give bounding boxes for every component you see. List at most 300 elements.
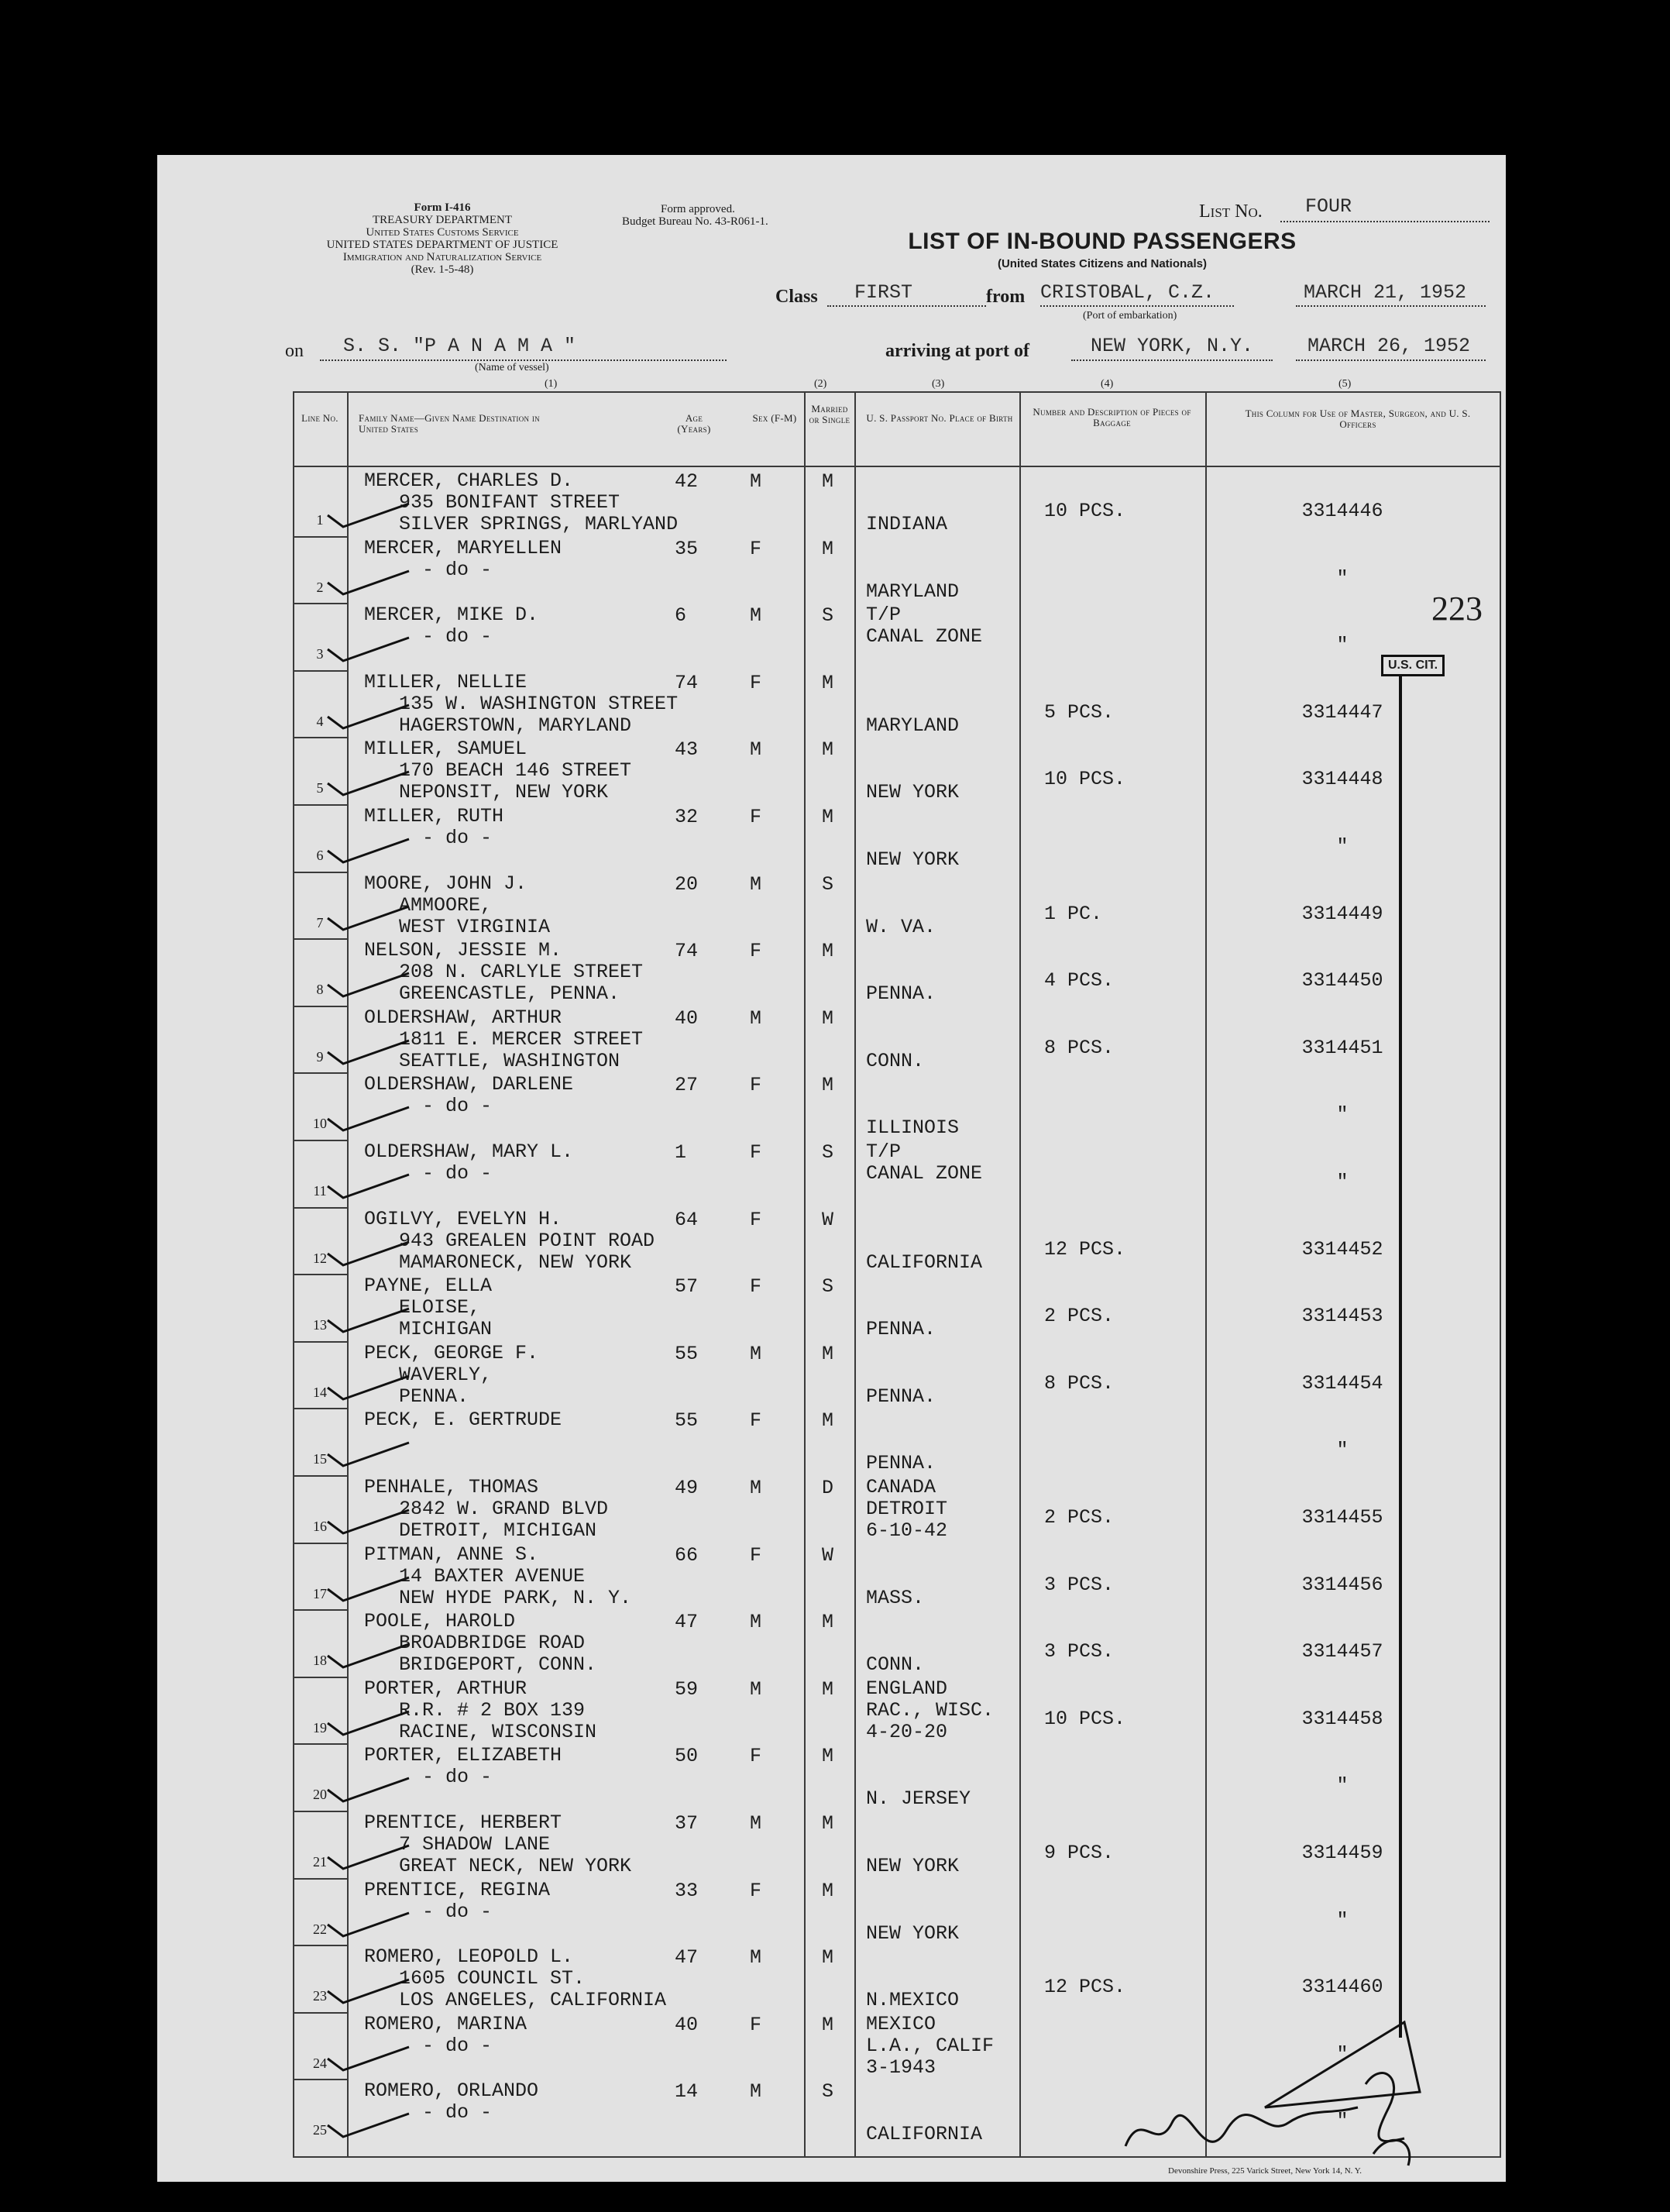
marital-status: W	[822, 1208, 834, 1231]
passenger-age: 32	[675, 806, 699, 828]
passenger-sex: M	[750, 470, 762, 493]
baggage-count: 4 PCS.	[1044, 969, 1115, 992]
col-name: Family Name—Given Name Destination in United States	[359, 412, 540, 435]
from-value: CRISTOBAL, C.Z.	[1040, 281, 1215, 304]
officer-number: 3314458	[1301, 1707, 1383, 1730]
place-of-birth: NEW YORK	[866, 848, 960, 871]
passenger-sex: M	[750, 1812, 762, 1835]
passenger-sex: F	[750, 537, 762, 560]
tick-mark	[324, 618, 417, 665]
tick-mark	[324, 1088, 417, 1134]
manifest-sheet	[157, 155, 1506, 2182]
passenger-name: PRENTICE, HERBERT 7 SHADOW LANE GREAT NECK, NEW YORK	[364, 1811, 632, 1877]
line-no-rule	[293, 1543, 347, 1544]
place-of-birth: ILLINOIS	[866, 1116, 960, 1140]
place-of-birth: PENNA.	[866, 1452, 936, 1475]
baggage-count: 3 PCS.	[1044, 1640, 1115, 1663]
tick-mark	[324, 1960, 417, 2007]
line-no-rule	[293, 1207, 347, 1209]
col-officers: This Column for Use of Master, Surgeon, and U. S. Officers	[1245, 408, 1471, 430]
line-number: 10	[313, 1116, 327, 1132]
marital-status: S	[822, 1275, 834, 1299]
line-no-rule	[293, 536, 347, 538]
col-number: (4)	[1101, 378, 1114, 390]
table-row	[293, 1140, 1501, 1206]
officer-number: "	[1336, 2042, 1349, 2066]
officer-number: "	[1336, 1908, 1349, 1932]
officer-number: 3314448	[1301, 768, 1383, 791]
baggage-count: 8 PCS.	[1044, 1371, 1115, 1395]
underline	[1071, 359, 1273, 361]
col-number: (2)	[814, 378, 827, 390]
line-no-rule	[293, 670, 347, 672]
marital-status: M	[822, 738, 834, 762]
officer-number: 3314456	[1301, 1573, 1383, 1596]
col-number: (3)	[932, 378, 945, 390]
vessel-name: S. S. "P A N A M A "	[343, 335, 576, 357]
passenger-sex: M	[750, 1342, 762, 1365]
line-no-rule	[293, 1475, 347, 1477]
place-of-birth: MEXICO L.A., CALIF 3-1943	[866, 2012, 995, 2079]
table-row	[293, 536, 1501, 603]
marital-status: M	[822, 806, 834, 828]
passenger-sex: M	[750, 1006, 762, 1030]
line-number: 8	[316, 982, 324, 998]
passenger-age: 66	[675, 1543, 699, 1567]
passenger-name: PAYNE, ELLA ELOISE, MICHIGAN	[364, 1275, 493, 1341]
officer-number: 3314451	[1301, 1036, 1383, 1059]
marital-status: M	[822, 1946, 834, 1969]
passenger-name: OGILVY, EVELYN H. 943 GREALEN POINT ROAD MAMARONECK, NEW YORK	[364, 1207, 655, 1274]
tick-mark	[324, 1155, 417, 1202]
underline	[1280, 221, 1490, 222]
passenger-age: 1	[675, 1141, 687, 1164]
place-of-birth: NEW YORK	[866, 781, 960, 804]
tick-mark	[324, 552, 417, 598]
line-number: 19	[313, 1719, 327, 1736]
passenger-sex: M	[750, 2080, 762, 2104]
tick-mark	[324, 2094, 417, 2141]
officer-number: 3314449	[1301, 902, 1383, 925]
baggage-count: 10 PCS.	[1044, 768, 1126, 791]
tick-mark	[324, 1894, 417, 1940]
passenger-age: 40	[675, 2013, 699, 2036]
passenger-sex: M	[750, 1477, 762, 1499]
marital-status: M	[822, 1812, 834, 1835]
marital-status: M	[822, 1677, 834, 1701]
passenger-sex: F	[750, 1879, 762, 1902]
passenger-name: MILLER, RUTH - do -	[364, 805, 504, 849]
table-row	[293, 1207, 1501, 1274]
table-row	[293, 1006, 1501, 1072]
col-number: (5)	[1338, 378, 1352, 390]
table-row	[293, 670, 1501, 737]
baggage-count: 2 PCS.	[1044, 1305, 1115, 1328]
passenger-sex: M	[750, 738, 762, 762]
table-row	[293, 469, 1501, 535]
marital-status: D	[822, 1477, 834, 1499]
place-of-birth: PENNA.	[866, 1318, 936, 1341]
passenger-name: PECK, GEORGE F. WAVERLY, PENNA.	[364, 1341, 539, 1408]
bracket-line	[1389, 674, 1412, 2038]
table-row	[293, 1609, 1501, 1676]
revision: (Rev. 1-5-48)	[411, 263, 474, 276]
passenger-name: ROMERO, LEOPOLD L. 1605 COUNCIL ST. LOS ANGELES, CALIFORNIA	[364, 1945, 667, 2012]
tick-mark	[324, 686, 417, 732]
officer-number: "	[1336, 566, 1349, 590]
line-no-rule	[293, 938, 347, 940]
line-number: 12	[313, 1250, 327, 1266]
col-age: Age (Years)	[677, 412, 711, 435]
baggage-count: 3 PCS.	[1044, 1573, 1115, 1596]
table-row	[293, 1274, 1501, 1340]
officer-number: "	[1336, 835, 1349, 858]
tick-mark	[324, 1491, 417, 1537]
passenger-age: 6	[675, 604, 687, 628]
passenger-sex: F	[750, 1745, 762, 1768]
passenger-age: 37	[675, 1812, 699, 1835]
port-caption: (Port of embarkation)	[1083, 310, 1177, 322]
passenger-age: 14	[675, 2080, 699, 2104]
budget-block	[622, 203, 769, 228]
officer-number: 3314459	[1301, 1842, 1383, 1864]
officer-number: "	[1336, 1439, 1349, 1462]
passenger-name: PORTER, ARTHUR R.R. # 2 BOX 139 RACINE, WISCONSIN	[364, 1677, 597, 1743]
table-row	[293, 872, 1501, 938]
col-baggage: Number and Description of Pieces of Baggage	[1033, 406, 1191, 428]
underline	[1040, 305, 1234, 307]
place-of-birth: T/P CANAL ZONE	[866, 604, 983, 648]
place-of-birth: MASS.	[866, 1586, 925, 1609]
passenger-name: MOORE, JOHN J. AMMOORE, WEST VIRGINIA	[364, 872, 551, 938]
marital-status: M	[822, 2013, 834, 2036]
line-no-rule	[293, 1945, 347, 1946]
tick-mark	[324, 1021, 417, 1068]
officer-number: "	[1336, 1774, 1349, 1797]
table-row	[293, 1543, 1501, 1609]
passenger-age: 47	[675, 1946, 699, 1969]
passenger-name: MILLER, SAMUEL 170 BEACH 146 STREET NEPONSIT, NEW YORK	[364, 738, 632, 804]
passenger-sex: M	[750, 604, 762, 628]
passenger-age: 59	[675, 1677, 699, 1701]
line-number: 22	[313, 1921, 327, 1937]
line-number: 9	[316, 1048, 324, 1065]
place-of-birth: CONN.	[866, 1653, 925, 1677]
date-from: MARCH 21, 1952	[1304, 281, 1467, 304]
col-sex: Sex (F-M)	[752, 412, 797, 424]
line-no-rule	[293, 603, 347, 604]
place-of-birth: MARYLAND	[866, 580, 960, 603]
line-no-rule	[293, 1274, 347, 1275]
line-no-rule	[293, 1811, 347, 1812]
officer-number: 3314453	[1301, 1305, 1383, 1328]
line-no-rule	[293, 1609, 347, 1611]
place-of-birth: T/P CANAL ZONE	[866, 1140, 983, 1185]
marital-status: M	[822, 940, 834, 963]
document-title: LIST OF IN-BOUND PASSENGERS	[908, 229, 1297, 254]
line-number: 14	[313, 1384, 327, 1400]
class-value: FIRST	[854, 281, 913, 304]
officer-number: 3314446	[1301, 500, 1383, 522]
passenger-age: 47	[675, 1611, 699, 1634]
tick-mark	[324, 1692, 417, 1739]
passenger-sex: F	[750, 806, 762, 828]
line-no-rule	[293, 1408, 347, 1409]
baggage-count: 8 PCS.	[1044, 1036, 1115, 1059]
passenger-name: POOLE, HAROLD BROADBRIDGE ROAD BRIDGEPORT, CONN.	[364, 1610, 597, 1677]
tick-mark	[324, 1759, 417, 1805]
line-number: 18	[313, 1653, 327, 1669]
officer-number: 3314452	[1301, 1237, 1383, 1261]
officer-number: 3314455	[1301, 1506, 1383, 1529]
place-of-birth: N.MEXICO	[866, 1989, 960, 2012]
line-number: 11	[313, 1183, 327, 1199]
class-label: Class	[775, 287, 818, 307]
place-of-birth: CANADA DETROIT 6-10-42	[866, 1476, 948, 1542]
passenger-name: ROMERO, ORLANDO - do -	[364, 2080, 539, 2124]
line-number: 16	[313, 1519, 327, 1534]
passenger-name: PRENTICE, REGINA - do -	[364, 1878, 551, 1923]
line-number: 21	[313, 1854, 327, 1870]
form-approved: Form approved.	[661, 203, 735, 215]
line-number: 1	[316, 512, 324, 528]
passenger-name: PECK, E. GERTRUDE	[364, 1409, 562, 1432]
baggage-count: 10 PCS.	[1044, 1707, 1126, 1730]
passenger-sex: F	[750, 940, 762, 963]
place-of-birth: CALIFORNIA	[866, 2123, 983, 2146]
passenger-name: MERCER, CHARLES D. 935 BONIFANT STREET SILVER SPRINGS, MARLYAND	[364, 470, 679, 535]
officer-number: 3314450	[1301, 969, 1383, 992]
table-row	[293, 1072, 1501, 1139]
line-no-rule	[293, 1140, 347, 1141]
passenger-name: PENHALE, THOMAS 2842 W. GRAND BLVD DETROIT, MICHIGAN	[364, 1476, 609, 1542]
table-row	[293, 1677, 1501, 1743]
officer-number: 3314457	[1301, 1640, 1383, 1663]
arriving-label: arriving at port of	[885, 341, 1029, 361]
passenger-age: 57	[675, 1275, 699, 1299]
from-label: from	[986, 287, 1026, 307]
line-number: 2	[316, 579, 324, 595]
vessel-caption: (Name of vessel)	[475, 362, 549, 373]
officer-number: "	[1336, 1171, 1349, 1193]
officer-number: 3314454	[1301, 1371, 1383, 1395]
passenger-sex: M	[750, 1611, 762, 1634]
passenger-name: PITMAN, ANNE S. 14 BAXTER AVENUE NEW HYDE PARK, N. Y.	[364, 1543, 632, 1609]
budget-bureau: Budget Bureau No. 43-R061-1.	[622, 215, 768, 228]
tick-mark	[324, 1826, 417, 1873]
baggage-count: 9 PCS.	[1044, 1842, 1115, 1864]
baggage-count: 10 PCS.	[1044, 500, 1126, 522]
marital-status: M	[822, 671, 834, 694]
place-of-birth: CALIFORNIA	[866, 1250, 983, 1274]
line-number: 7	[316, 914, 324, 931]
line-no-rule	[293, 1072, 347, 1074]
line-no-rule	[293, 1743, 347, 1745]
marital-status: M	[822, 1409, 834, 1433]
line-no-rule	[293, 2079, 347, 2080]
printer-footer: Devonshire Press, 225 Varick Street, New York 14, N. Y.	[1168, 2166, 1362, 2176]
immigration-service: Immigration and Naturalization Service	[342, 251, 542, 263]
passenger-age: 40	[675, 1006, 699, 1030]
marital-status: S	[822, 2080, 834, 2104]
table-row	[293, 804, 1501, 871]
table-row	[293, 1878, 1501, 1945]
line-no-rule	[293, 804, 347, 806]
passenger-sex: F	[750, 1141, 762, 1164]
form-agency-block	[287, 201, 597, 276]
marital-status: S	[822, 872, 834, 896]
underline	[1296, 305, 1486, 307]
officer-number: "	[1336, 2110, 1349, 2133]
marital-status: S	[822, 604, 834, 628]
marital-status: M	[822, 1745, 834, 1768]
place-of-birth: NEW YORK	[866, 1921, 960, 1945]
tick-mark	[324, 752, 417, 799]
line-number: 23	[313, 1988, 327, 2004]
customs-service: United States Customs Service	[366, 226, 519, 239]
passenger-sex: F	[750, 1409, 762, 1433]
underline	[1296, 359, 1486, 361]
table-row	[293, 1811, 1501, 1877]
on-label: on	[285, 341, 304, 361]
passenger-table	[293, 391, 1501, 2158]
marital-status: M	[822, 1879, 834, 1902]
line-number: 4	[316, 713, 324, 729]
passenger-name: OLDERSHAW, MARY L. - do -	[364, 1140, 574, 1185]
line-number: 17	[313, 1585, 327, 1601]
col-passport: U. S. Passport No. Place of Birth	[866, 412, 1013, 424]
passenger-age: 64	[675, 1208, 699, 1231]
passenger-sex: F	[750, 1543, 762, 1567]
header-rule	[293, 466, 1501, 467]
place-of-birth: N. JERSEY	[866, 1787, 971, 1811]
underline	[320, 359, 727, 361]
marital-status: M	[822, 1611, 834, 1634]
passenger-name: MERCER, MARYELLEN - do -	[364, 536, 562, 581]
officer-number: "	[1336, 634, 1349, 657]
table-row	[293, 603, 1501, 669]
passenger-age: 74	[675, 671, 699, 694]
line-no-rule	[293, 737, 347, 738]
passenger-age: 27	[675, 1074, 699, 1097]
officer-number: 3314460	[1301, 1976, 1383, 1999]
document-subtitle: (United States Citizens and Nationals)	[997, 257, 1208, 270]
passenger-age: 55	[675, 1342, 699, 1365]
table-row	[293, 1475, 1501, 1542]
place-of-birth: MARYLAND	[866, 714, 960, 737]
justice-dept: UNITED STATES DEPARTMENT OF JUSTICE	[326, 239, 558, 251]
page-number: 223	[1431, 590, 1483, 628]
passenger-age: 50	[675, 1745, 699, 1768]
passenger-age: 55	[675, 1409, 699, 1433]
table-row	[293, 1408, 1501, 1474]
line-number: 13	[313, 1317, 327, 1333]
place-of-birth: W. VA.	[866, 915, 936, 938]
place-of-birth: INDIANA	[866, 513, 948, 535]
marital-status: M	[822, 1006, 834, 1030]
line-number: 15	[313, 1451, 327, 1467]
marital-status: M	[822, 1074, 834, 1097]
line-no-rule	[293, 1878, 347, 1880]
place-of-birth: PENNA.	[866, 1385, 936, 1408]
line-number: 5	[316, 780, 324, 796]
baggage-count: 2 PCS.	[1044, 1506, 1115, 1529]
line-number: 6	[316, 848, 324, 863]
baggage-count: 1 PC.	[1044, 902, 1103, 925]
line-number: 20	[313, 1787, 327, 1803]
arriving-port: NEW YORK, N.Y.	[1091, 335, 1254, 357]
passenger-name: MILLER, NELLIE 135 W. WASHINGTON STREET HAGERSTOWN, MARYLAND	[364, 670, 679, 737]
passenger-name: OLDERSHAW, ARTHUR 1811 E. MERCER STREET SEATTLE, WASHINGTON	[364, 1006, 644, 1072]
table-row	[293, 1743, 1501, 1810]
place-of-birth: ENGLAND RAC., WISC. 4-20-20	[866, 1677, 995, 1743]
passenger-age: 42	[675, 470, 699, 493]
tick-mark	[324, 1357, 417, 1403]
baggage-count: 12 PCS.	[1044, 1976, 1126, 1999]
tick-mark	[324, 1223, 417, 1269]
tick-mark	[324, 1289, 417, 1336]
col-number: (1)	[545, 378, 558, 390]
tick-mark	[324, 887, 417, 934]
table-row	[293, 737, 1501, 803]
passenger-sex: F	[750, 1275, 762, 1299]
marital-status: S	[822, 1141, 834, 1164]
tick-mark	[324, 954, 417, 1000]
marital-status: M	[822, 470, 834, 493]
marital-status: W	[822, 1543, 834, 1567]
table-row	[293, 1341, 1501, 1408]
col-married: Married or Single	[809, 403, 850, 425]
passenger-sex: F	[750, 671, 762, 694]
passenger-name: PORTER, ELIZABETH - do -	[364, 1744, 562, 1789]
line-no-rule	[293, 2012, 347, 2014]
baggage-count: 5 PCS.	[1044, 700, 1115, 724]
tick-mark	[324, 1423, 417, 1470]
marital-status: M	[822, 537, 834, 560]
officer-number: "	[1336, 1103, 1349, 1127]
line-number: 3	[316, 646, 324, 662]
citizen-stamp: U.S. CIT.	[1381, 655, 1445, 676]
passenger-name: OLDERSHAW, DARLENE - do -	[364, 1073, 574, 1118]
passenger-age: 43	[675, 738, 699, 762]
line-no-rule	[293, 1677, 347, 1678]
baggage-count: 12 PCS.	[1044, 1237, 1126, 1261]
line-no-rule	[293, 1006, 347, 1007]
passenger-sex: M	[750, 1946, 762, 1969]
passenger-sex: F	[750, 2013, 762, 2036]
officer-signature	[1110, 1991, 1435, 2177]
line-no-rule	[293, 872, 347, 873]
table-top-rule	[293, 391, 1501, 393]
passenger-sex: F	[750, 1208, 762, 1231]
tick-mark	[324, 1558, 417, 1605]
line-number: 24	[313, 2055, 327, 2071]
place-of-birth: CONN.	[866, 1049, 925, 1072]
marital-status: M	[822, 1342, 834, 1365]
line-no-rule	[293, 1341, 347, 1343]
list-no-label: List No.	[1199, 201, 1263, 222]
passenger-age: 33	[675, 1879, 699, 1902]
place-of-birth: PENNA.	[866, 982, 936, 1006]
passenger-sex: M	[750, 872, 762, 896]
line-number: 25	[313, 2122, 327, 2138]
form-number: Form I-416	[414, 201, 471, 214]
passenger-name: MERCER, MIKE D. - do -	[364, 604, 539, 648]
tick-mark	[324, 2028, 417, 2074]
passenger-age: 74	[675, 940, 699, 963]
passenger-sex: F	[750, 1074, 762, 1097]
tick-mark	[324, 820, 417, 866]
